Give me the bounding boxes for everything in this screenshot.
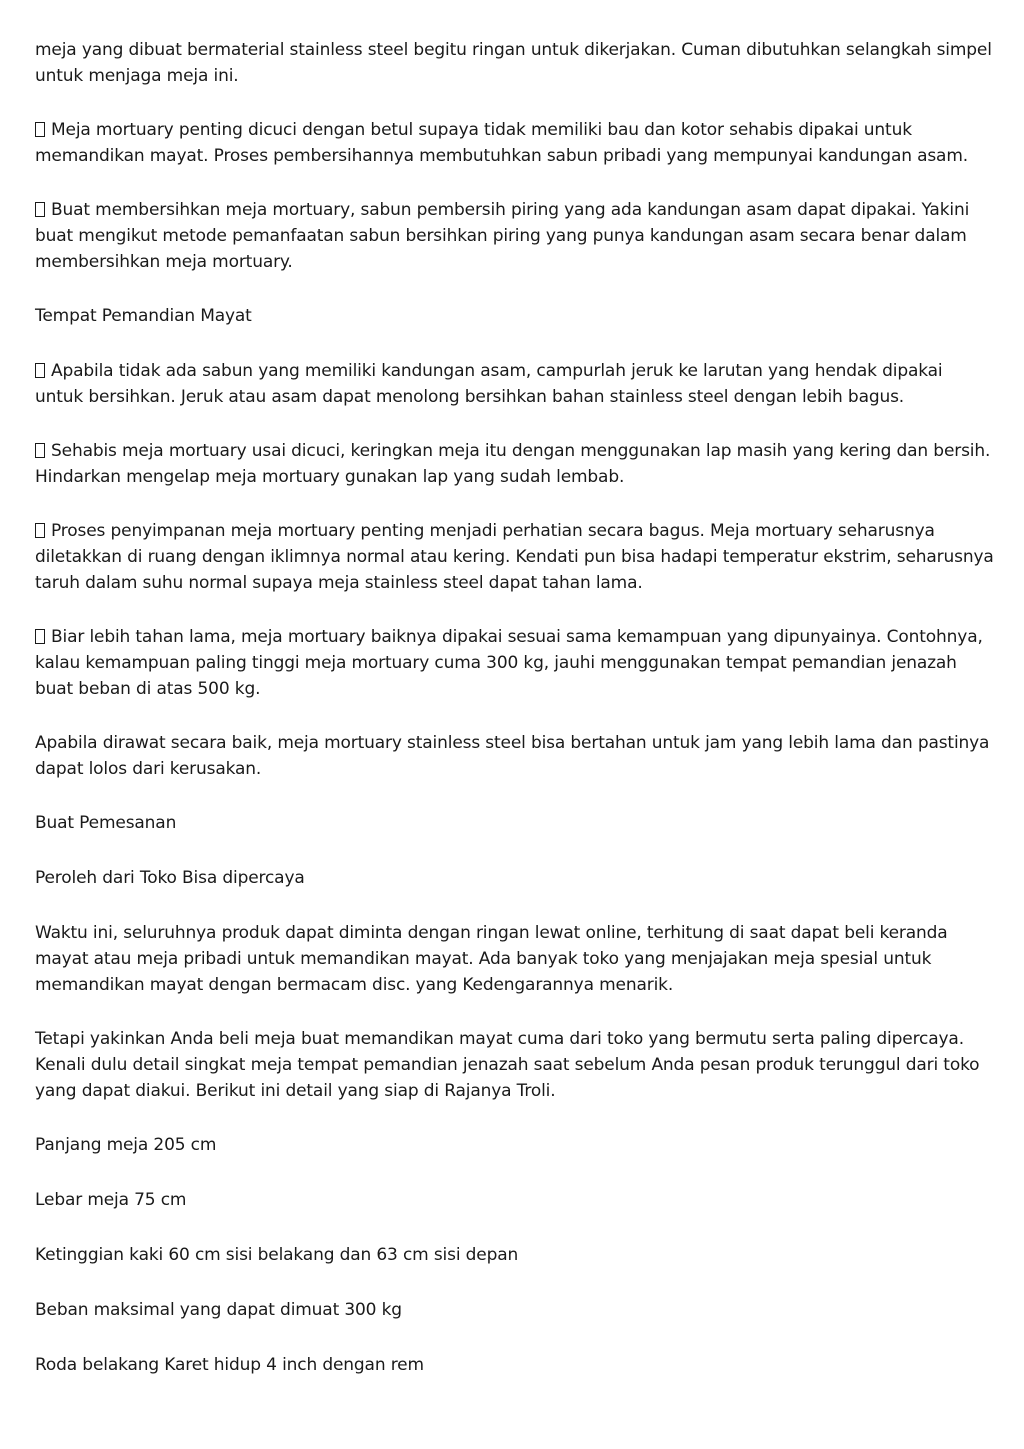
missing-glyph-box-icon	[35, 122, 45, 137]
missing-glyph-box-icon	[35, 629, 45, 644]
missing-glyph-box-icon	[35, 523, 45, 538]
bullet-paragraph: Buat membersihkan meja mortuary, sabun pembersih piring yang ada kandungan asam dapat dipakai. Yakini buat mengikut metode pemanfaatan sabun bersihkan piring yang punya kandungan asam secara benar dalam membersihkan meja mortuary.	[35, 200, 970, 272]
bullet-paragraph: Apabila tidak ada sabun yang memiliki kandungan asam, campurlah jeruk ke larutan yang hendak dipakai untuk bersihkan. Jeruk atau asam dapat menolong bersihkan bahan stainless steel dengan lebih bagus.	[35, 361, 943, 407]
spec-line: Roda belakang Karet hidup 4 inch dengan rem	[35, 1355, 424, 1375]
paragraph: Apabila dirawat secara baik, meja mortuary stainless steel bisa bertahan untuk jam yang lebih lama dan pastinya dapat lolos dari kerusakan.	[35, 733, 990, 779]
section-heading: Peroleh dari Toko Bisa dipercaya	[35, 868, 305, 888]
bullet-paragraph: Sehabis meja mortuary usai dicuci, keringkan meja itu dengan menggunakan lap masih yang kering dan bersih. Hindarkan mengelap meja mortuary gunakan lap yang sudah lembab.	[35, 441, 991, 487]
missing-glyph-box-icon	[35, 363, 45, 378]
section-heading: Tempat Pemandian Mayat	[35, 306, 252, 326]
bullet-paragraph: Proses penyimpanan meja mortuary penting menjadi perhatian secara bagus. Meja mortuary seharusnya diletakkan di ruang dengan iklimnya normal atau kering. Kendati pun bisa hadapi temperatur ekstrim, seharusnya taruh dalam suhu normal supaya meja stainless steel dapat tahan lama.	[35, 521, 994, 593]
missing-glyph-box-icon	[35, 443, 45, 458]
paragraph: Tetapi yakinkan Anda beli meja buat memandikan mayat cuma dari toko yang bermutu serta paling dipercaya. Kenali dulu detail singkat meja tempat pemandian jenazah saat sebelum Anda pesan produk terunggul dari toko yang dapat diakui. Berikut ini detail yang siap di Rajanya Troli.	[35, 1029, 980, 1101]
paragraph: Waktu ini, seluruhnya produk dapat diminta dengan ringan lewat online, terhitung di saat dapat beli keranda mayat atau meja pribadi untuk memandikan mayat. Ada banyak toko yang menjajakan meja spesial untuk memandikan mayat dengan bermacam disc. yang Kedengarannya menarik.	[35, 923, 948, 995]
spec-line: Beban maksimal yang dapat dimuat 300 kg	[35, 1300, 402, 1320]
paragraph: meja yang dibuat bermaterial stainless steel begitu ringan untuk dikerjakan. Cuman dibutuhkan selangkah simpel untuk menjaga meja ini.	[35, 40, 992, 86]
spec-line: Lebar meja 75 cm	[35, 1190, 187, 1210]
document-page	[35, 37, 995, 1407]
bullet-paragraph: Meja mortuary penting dicuci dengan betul supaya tidak memiliki bau dan kotor sehabis dipakai untuk memandikan mayat. Proses pembersihannya membutuhkan sabun pribadi yang mempunyai kandungan asam.	[35, 120, 968, 166]
missing-glyph-box-icon	[35, 202, 45, 217]
spec-line: Ketinggian kaki 60 cm sisi belakang dan 63 cm sisi depan	[35, 1245, 519, 1265]
bullet-paragraph: Biar lebih tahan lama, meja mortuary baiknya dipakai sesuai sama kemampuan yang dipunyainya. Contohnya, kalau kemampuan paling tinggi meja mortuary cuma 300 kg, jauhi menggunakan tempat pemandian jenazah buat beban di atas 500 kg.	[35, 627, 983, 699]
spec-line: Panjang meja 205 cm	[35, 1135, 217, 1155]
section-heading: Buat Pemesanan	[35, 813, 177, 833]
